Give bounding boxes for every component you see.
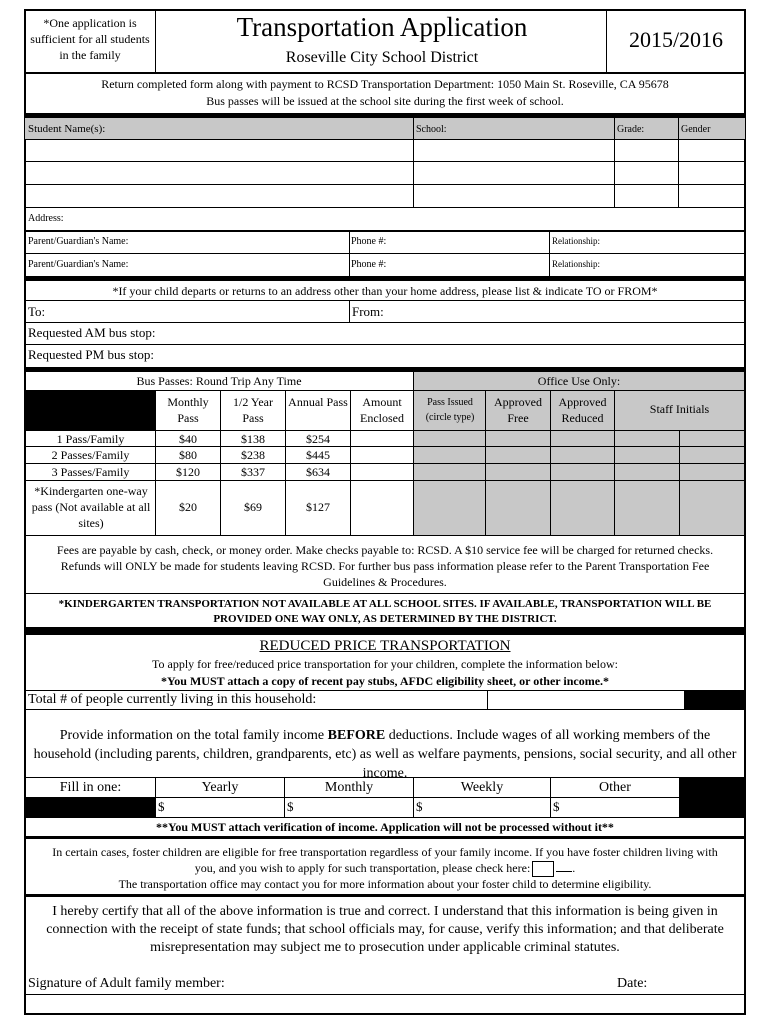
- signature-label: Signature of Adult family member:: [28, 976, 225, 991]
- pass-row-label: 1 Pass/Family: [56, 432, 125, 446]
- alt-address-note: *If your child departs or returns to an address other than your home address, please list & indicate TO or FROM*: [112, 284, 658, 298]
- half-year-price: $138: [241, 432, 265, 446]
- school-year: 2015/2016: [628, 27, 724, 52]
- bus-pass-issue-note: Bus passes will be issued at the school site during the first week of school.: [206, 94, 564, 108]
- verification-note: **You MUST attach verification of income. Application will not be processed without it**: [156, 820, 614, 834]
- monthly-price: $40: [179, 432, 197, 446]
- parent-name-label: Parent/Guardian's Name:: [28, 259, 129, 270]
- foster-text-line2: you, and you wish to apply for such transportation, please check here: .: [26, 861, 744, 877]
- monthly-pass-header: Monthly Pass: [167, 395, 209, 425]
- blank-line: [556, 871, 572, 872]
- yearly-dollar: $: [158, 799, 165, 814]
- half-year-price: $238: [241, 448, 265, 462]
- student-name-field[interactable]: [26, 185, 412, 206]
- staff-initials-header: Staff Initials: [649, 402, 710, 416]
- am-bus-stop-label: Requested AM bus stop:: [28, 325, 156, 340]
- parent-name-label: Parent/Guardian's Name:: [28, 236, 129, 247]
- foster-text-line3: The transportation office may contact you for more information about your foster child to determine eligibility.: [118, 877, 652, 891]
- to-address-field[interactable]: [50, 301, 348, 321]
- half-year-pass-header: 1/2 Year Pass: [232, 395, 273, 425]
- parent-phone-field[interactable]: [350, 232, 548, 252]
- gender-label: Gender: [681, 124, 711, 135]
- income-text-pre: Provide information on the total family income: [59, 728, 328, 743]
- monthly-price: $120: [176, 465, 200, 479]
- income-instructions: [30, 726, 740, 783]
- other-dollar: $: [553, 799, 560, 814]
- foster-check-label: you, and you wish to apply for such transportation, please check here:: [194, 861, 531, 875]
- yearly-income-field[interactable]: [168, 798, 284, 817]
- parent-name-field[interactable]: [26, 232, 348, 252]
- district-name: Roseville City School District: [285, 49, 479, 66]
- one-application-note: *One application is sufficient for all students in the family: [30, 16, 150, 62]
- student-name-field[interactable]: [26, 140, 412, 160]
- grade-label: Grade:: [617, 124, 645, 135]
- monthly-price: $80: [179, 448, 197, 462]
- fees-text: Fees are payable by cash, check, or money order. Make checks payable to: RCSD. A $10 service fee will be charged for returned checks. Refunds will ONLY be made for students leaving RCSD. For further bus pass information please refer to the Parent Transportation Fee Guidelines & Procedures.: [56, 543, 714, 589]
- income-text-post: deductions. Include wages of all working members of the household (including parents, children, grandparents, etc) as well as welfare payments, pensions, social security, and all other income.: [33, 728, 737, 781]
- kindergarten-note: *KINDERGARTEN TRANSPORTATION NOT AVAILABLE AT ALL SCHOOL SITES. IF AVAILABLE, TRANSPORTATION WILL BE PROVIDED ONE WAY ONLY, AS DETERMINED BY THE DISTRICT.: [58, 598, 712, 625]
- pass-row-label: 3 Passes/Family: [51, 465, 130, 479]
- monthly-header: Monthly: [324, 780, 374, 795]
- reduced-title: REDUCED PRICE TRANSPORTATION: [259, 638, 511, 654]
- household-count-field[interactable]: [488, 691, 683, 709]
- annual-price: $127: [306, 500, 330, 514]
- blank-header-cell: [26, 391, 155, 430]
- pass-row-label: *Kindergarten one-way pass (Not available at all sites): [31, 484, 151, 530]
- from-label: From:: [352, 304, 384, 319]
- am-bus-stop-field[interactable]: [170, 323, 744, 343]
- to-label: To:: [28, 304, 46, 319]
- pass-issued-header: Pass Issued (circle type): [425, 397, 475, 423]
- blank-cell: [684, 691, 745, 709]
- amount-enclosed-field[interactable]: [351, 447, 413, 463]
- gender-field[interactable]: [679, 140, 744, 160]
- parent-phone-label: Phone #:: [351, 236, 387, 247]
- blank-cell: [26, 798, 155, 817]
- reduced-instructions: To apply for free/reduced price transportation for your children, complete the information below:: [152, 657, 618, 671]
- address-field[interactable]: [26, 208, 744, 230]
- approved-free-header: Approved Free: [494, 395, 542, 425]
- annual-price: $254: [306, 432, 330, 446]
- parent-relationship-label: Relationship:: [552, 236, 600, 246]
- monthly-price: $20: [179, 500, 197, 514]
- parent-relationship-field[interactable]: [550, 232, 744, 252]
- half-year-price: $69: [244, 500, 262, 514]
- yearly-header: Yearly: [201, 780, 239, 795]
- pm-bus-stop-label: Requested PM bus stop:: [28, 347, 155, 362]
- approved-reduced-header: Approved Reduced: [558, 395, 607, 425]
- divider: [25, 72, 745, 74]
- page-title: Transportation Application: [236, 12, 528, 42]
- foster-text-line1: In certain cases, foster children are eligible for free transportation regardless of your family income. If you have foster children living with: [52, 845, 718, 859]
- school-field[interactable]: [414, 140, 613, 160]
- amount-enclosed-field[interactable]: [351, 481, 413, 535]
- amount-enclosed-header: Amount Enclosed: [360, 395, 404, 425]
- amount-enclosed-field[interactable]: [351, 431, 413, 446]
- pass-row-label: 2 Passes/Family: [51, 448, 130, 462]
- certification-text: I hereby certify that all of the above information is true and correct. I understand that this information is being given in connection with the receipt of state funds; that school officials may, for cause, verify this information; and that deliberate misrepresentation may subject me to prosecution under applicable criminal statutes.: [46, 904, 724, 955]
- pm-bus-stop-field[interactable]: [170, 345, 744, 366]
- annual-price: $445: [306, 448, 330, 462]
- weekly-header: Weekly: [460, 780, 504, 795]
- other-header: Other: [599, 780, 631, 795]
- weekly-income-field[interactable]: [426, 798, 550, 817]
- monthly-dollar: $: [287, 799, 294, 814]
- parent-phone-label: Phone #:: [351, 259, 387, 270]
- annual-pass-header: Annual Pass: [288, 395, 348, 409]
- parent-relationship-field[interactable]: [550, 254, 744, 275]
- attach-income-note: *You MUST attach a copy of recent pay stubs, AFDC eligibility sheet, or other income.*: [160, 674, 610, 688]
- half-year-price: $337: [241, 465, 265, 479]
- income-text-bold: BEFORE: [327, 728, 386, 743]
- annual-price: $634: [306, 465, 330, 479]
- amount-enclosed-field[interactable]: [351, 464, 413, 480]
- student-name-field[interactable]: [26, 162, 412, 183]
- address-label: Address:: [28, 213, 64, 224]
- weekly-dollar: $: [416, 799, 423, 814]
- monthly-income-field[interactable]: [297, 798, 413, 817]
- signature-field[interactable]: [230, 974, 610, 994]
- header-divider: [155, 10, 156, 72]
- household-label: Total # of people currently living in this household:: [28, 692, 317, 707]
- office-use-title: Office Use Only:: [537, 374, 621, 388]
- date-field[interactable]: [652, 974, 742, 994]
- foster-checkbox[interactable]: [532, 861, 554, 877]
- bus-passes-title: Bus Passes: Round Trip Any Time: [136, 374, 302, 388]
- from-address-field[interactable]: [390, 301, 744, 321]
- student-name-label: Student Name(s):: [28, 123, 106, 135]
- parent-name-field[interactable]: [26, 254, 348, 275]
- return-instructions: Return completed form along with payment to RCSD Transportation Department: 1050 Main St. Roseville, CA 95678: [101, 77, 669, 91]
- parent-relationship-label: Relationship:: [552, 259, 600, 269]
- parent-phone-field[interactable]: [350, 254, 548, 275]
- grade-field[interactable]: [615, 140, 677, 160]
- other-income-field[interactable]: [563, 798, 679, 817]
- school-label: School:: [416, 124, 447, 135]
- date-label: Date:: [617, 976, 648, 991]
- fill-in-one-label: Fill in one:: [59, 780, 122, 795]
